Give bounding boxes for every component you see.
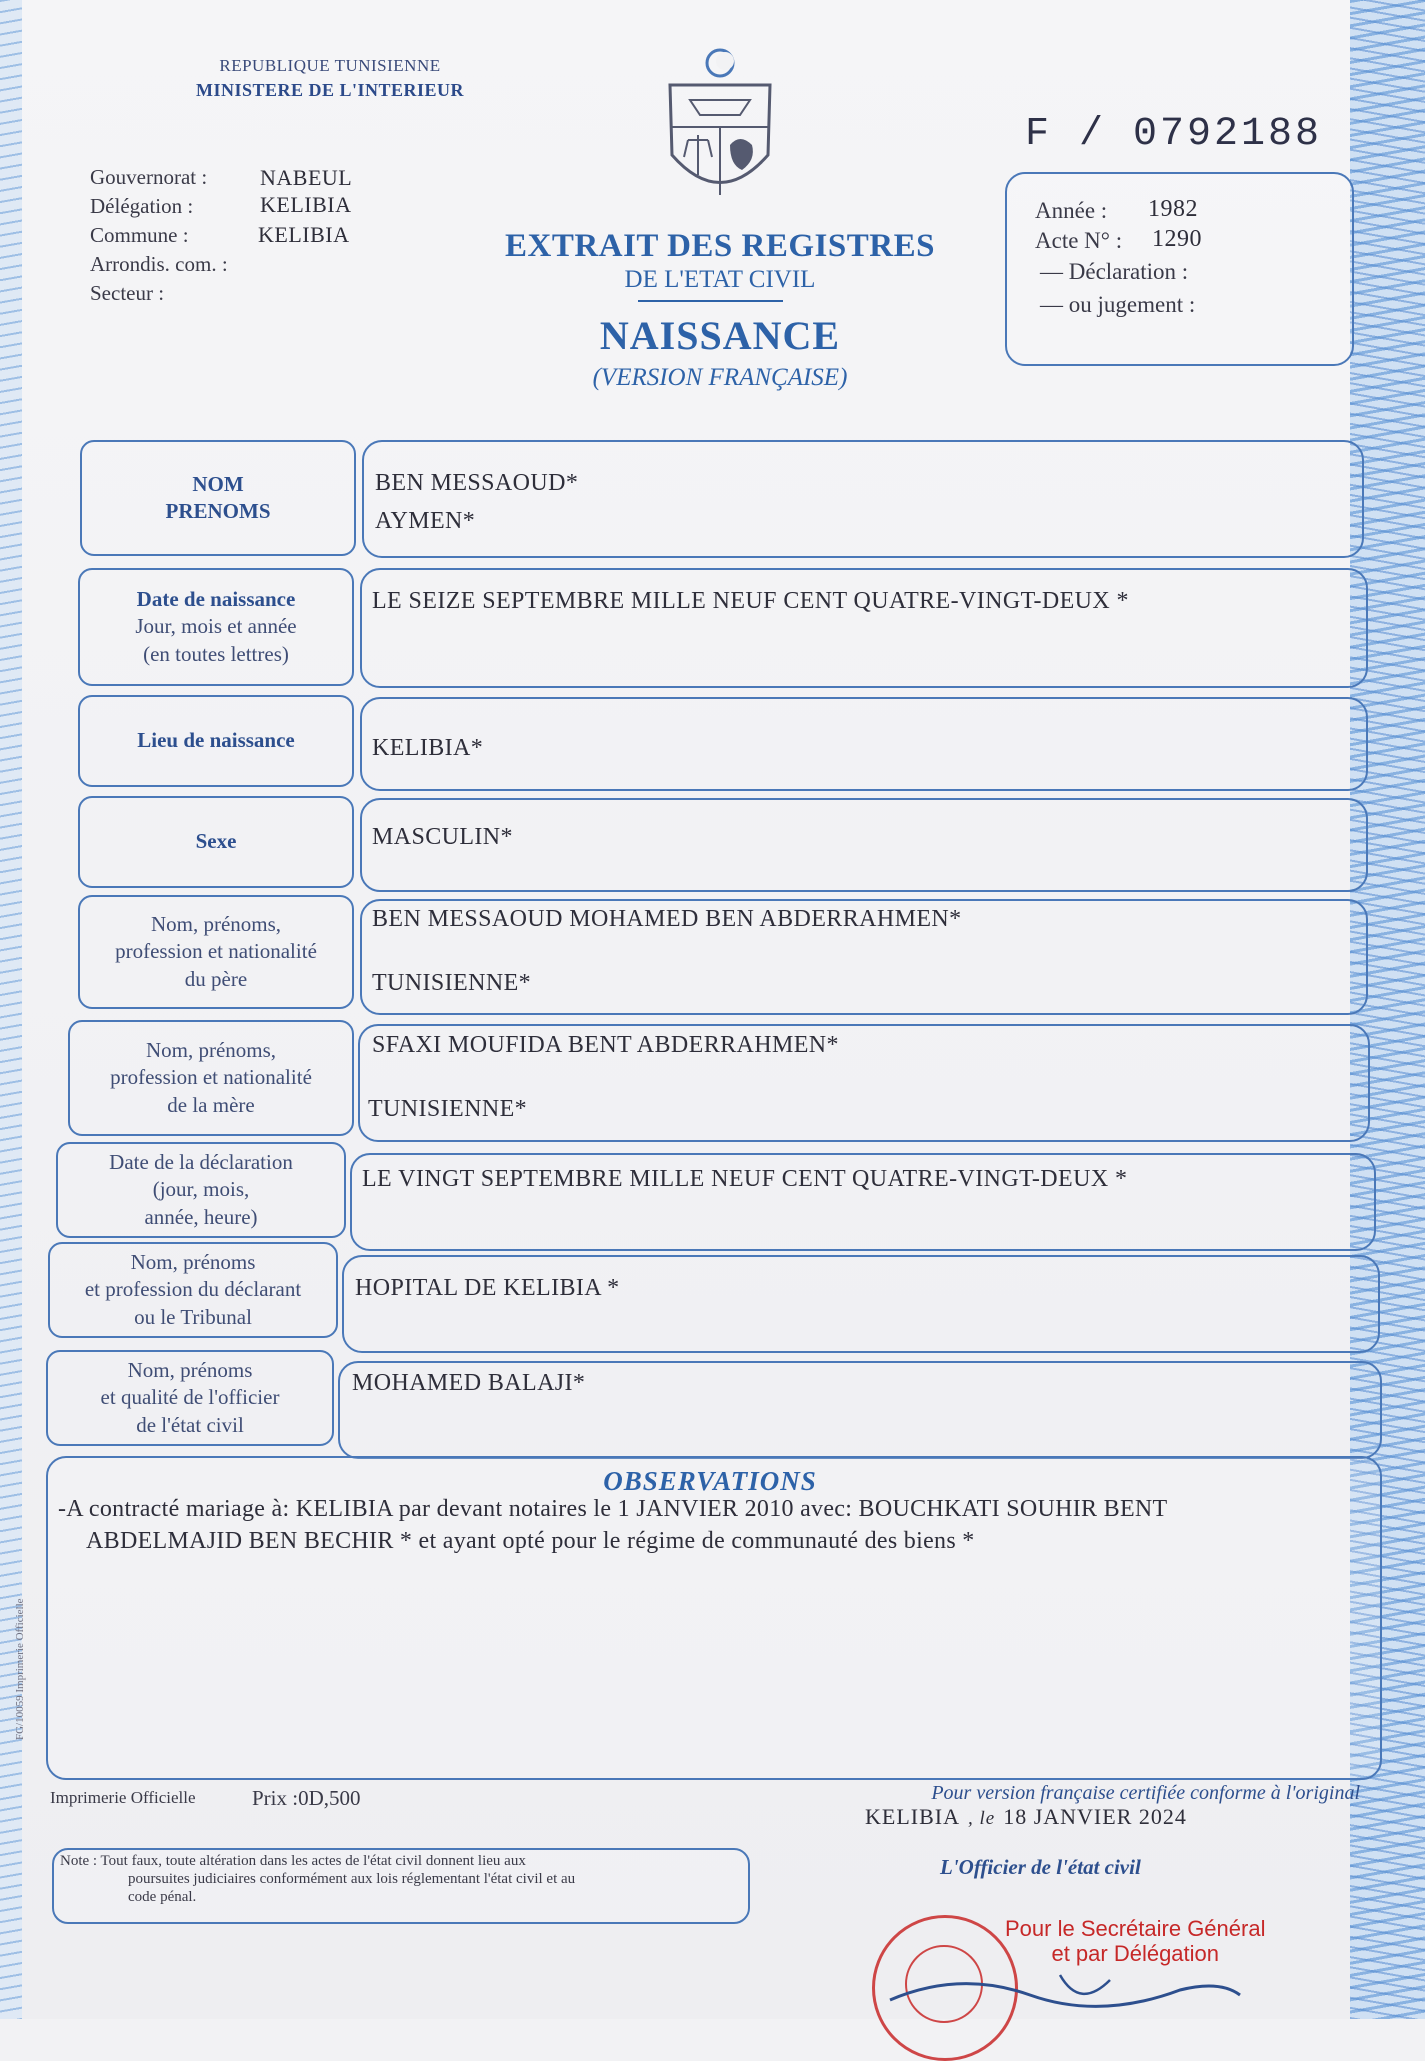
document-type: NAISSANCE	[599, 313, 841, 358]
date-declaration-value: LE VINGT SEPTEMBRE MILLE NEUF CENT QUATRE-VINGT-DEUX *	[362, 1166, 1128, 1192]
declarant-label-box	[48, 1242, 338, 1338]
commune-value: KELIBIA	[258, 222, 350, 247]
declarant-value: HOPITAL DE KELIBIA *	[355, 1275, 620, 1301]
officier-label: Nom, prénoms et qualité de l'officier de l'état civil	[100, 1358, 280, 1437]
annee-label: Année :	[1035, 198, 1108, 223]
gouvernorat-value: NABEUL	[260, 165, 353, 190]
lieu-naissance-value-box	[360, 697, 1368, 791]
acte-label: Acte N° :	[1035, 228, 1123, 253]
delegation-stamp-text: Pour le Secrétaire Général et par Délégation	[1005, 1916, 1266, 1967]
sexe-value: MASCULIN*	[372, 824, 513, 850]
sexe-label: Sexe	[195, 829, 237, 854]
issue-place-date: KELIBIA , le 18 JANVIER 2024	[865, 1804, 1187, 1829]
officier-label-box	[46, 1350, 334, 1446]
mere-nom-value: SFAXI MOUFIDA BENT ABDERRAHMEN*	[372, 1032, 839, 1058]
lieu-naissance-label: Lieu de naissance	[137, 728, 295, 753]
prix-label: Prix :0D,500	[252, 1786, 361, 1810]
date-naissance-label: Date de naissance Jour, mois et année (en toutes lettres)	[135, 587, 297, 666]
commune-label: Commune :	[90, 223, 189, 247]
observations-text: -A contracté mariage à: KELIBIA par devant notaires le 1 JANVIER 2010 avec: BOUCHKATI SOUHIR BENT ABDELMAJID BEN BECHIR * et ayant opté pour le régime de communauté des biens *	[58, 1496, 1168, 1555]
note-text: Note : Tout faux, toute altération dans les actes de l'état civil donnent lieu aux poursuites judiciaires conformément aux lois réglementant l'état civil et au code pénal.	[60, 1853, 576, 1905]
nom-prenoms-value-box	[362, 440, 1364, 558]
arrondis-label: Arrondis. com. :	[90, 252, 228, 276]
gouvernorat-label: Gouvernorat :	[90, 165, 208, 189]
officier-value: MOHAMED BALAJI*	[352, 1370, 586, 1396]
jugement-label: — ou jugement :	[1040, 292, 1196, 317]
prenom-value: AYMEN*	[375, 508, 476, 534]
document-title: EXTRAIT DES REGISTRES	[505, 228, 935, 264]
observations-title: OBSERVATIONS	[603, 1466, 817, 1496]
mere-label: Nom, prénoms, profession et nationalité de la mère	[110, 1038, 312, 1117]
lieu-naissance-label-box	[78, 695, 354, 787]
version-label: (VERSION FRANÇAISE)	[592, 364, 848, 391]
republic-label: REPUBLIQUE TUNISIENNE	[219, 56, 441, 75]
title-divider	[638, 300, 783, 302]
nom-prenoms-label: NOM PRENOMS	[165, 471, 271, 523]
serial-number: F / 0792188	[1025, 112, 1323, 157]
officier-title: L'Officier de l'état civil	[940, 1855, 1141, 1879]
certification-text: Pour version française certifiée conforme à l'original	[931, 1782, 1360, 1804]
date-declaration-label: Date de la déclaration (jour, mois, année, heure)	[109, 1150, 293, 1229]
delegation-value: KELIBIA	[260, 192, 352, 217]
pere-label-box	[78, 895, 354, 1009]
date-declaration-label-box	[56, 1142, 346, 1238]
pere-nationalite-value: TUNISIENNE*	[372, 970, 532, 996]
annee-value: 1982	[1148, 196, 1198, 222]
mere-label-box	[68, 1020, 354, 1136]
printer-vertical-mark: FG/10059 Imprimerie Officielle	[14, 1598, 26, 1740]
nom-prenoms-label-box	[80, 440, 356, 556]
mere-nationalite-value: TUNISIENNE*	[368, 1096, 528, 1122]
imprimerie-label: Imprimerie Officielle	[50, 1788, 196, 1807]
lieu-naissance-value: KELIBIA*	[372, 735, 484, 761]
date-naissance-label-box	[78, 568, 354, 686]
coat-of-arms-icon	[660, 45, 780, 215]
declarant-label: Nom, prénoms et profession du déclarant ou le Tribunal	[84, 1250, 302, 1329]
date-naissance-value-box	[360, 568, 1368, 688]
acte-value: 1290	[1152, 226, 1202, 252]
pere-nom-value: BEN MESSAOUD MOHAMED BEN ABDERRAHMEN*	[372, 906, 962, 932]
declaration-label: — Déclaration :	[1040, 259, 1189, 284]
ministry-label: MINISTERE DE L'INTERIEUR	[195, 80, 465, 100]
date-naissance-value: LE SEIZE SEPTEMBRE MILLE NEUF CENT QUATRE-VINGT-DEUX *	[372, 588, 1129, 614]
document-subtitle: DE L'ETAT CIVIL	[624, 266, 816, 293]
secteur-label: Secteur :	[90, 281, 165, 305]
delegation-label: Délégation :	[90, 194, 194, 218]
nom-value: BEN MESSAOUD*	[375, 470, 579, 496]
signature-mark	[880, 1960, 1260, 2019]
pere-label: Nom, prénoms, profession et nationalité du père	[115, 912, 317, 991]
declarant-value-box	[342, 1255, 1380, 1353]
sexe-label-box	[78, 796, 354, 888]
